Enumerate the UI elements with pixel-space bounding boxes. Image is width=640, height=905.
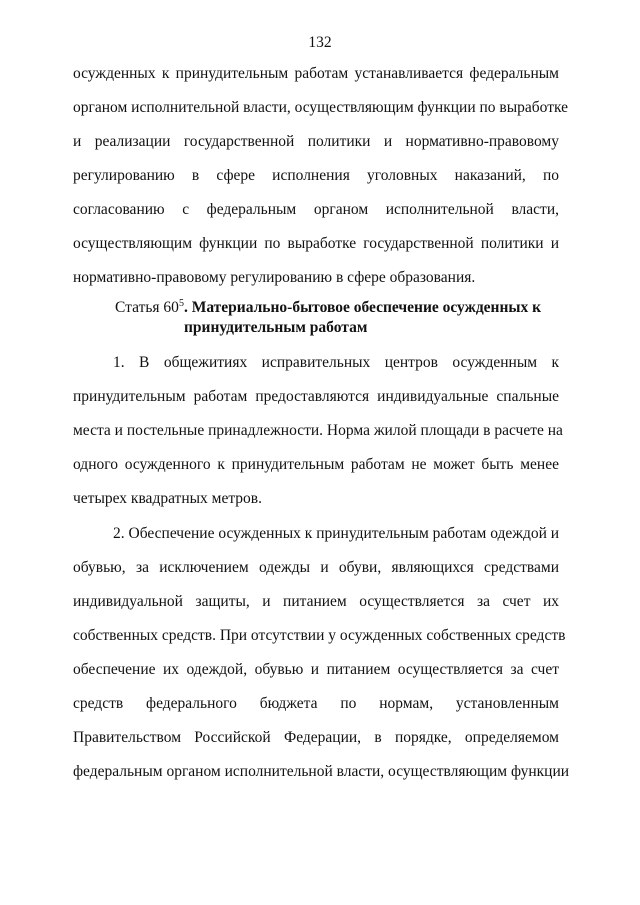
- paragraph-line: 2. Обеспечение осужденных к принудительным работам одеждой и: [113, 525, 560, 542]
- article-heading: [115, 298, 541, 318]
- paragraph-line: нормативно-правовому регулированию в сфере образования.: [73, 269, 476, 286]
- article-number: Статья 60: [115, 299, 179, 316]
- paragraph-line: федеральным органом исполнительной власти, осуществляющим функции: [73, 763, 570, 780]
- article-title-line1: . Материально-бытовое обеспечение осужденных к: [183, 299, 542, 316]
- paragraph-line: осуществляющим функции по выработке государственной политики и: [73, 235, 559, 252]
- paragraph-line: средств федерального бюджета по нормам, установленным: [73, 695, 559, 712]
- paragraph-line: Правительством Российской Федерации, в порядке, определяемом: [73, 729, 559, 746]
- article-title-line2: принудительным работам: [184, 319, 368, 336]
- paragraph-line: обеспечение их одеждой, обувью и питанием осуществляется за счет: [73, 661, 559, 678]
- paragraph-line: осужденных к принудительным работам устанавливается федеральным: [73, 65, 559, 82]
- paragraph-line: места и постельные принадлежности. Норма жилой площади в расчете на: [73, 422, 563, 439]
- paragraph-line: четырех квадратных метров.: [73, 490, 263, 507]
- paragraph-line: 1. В общежитиях исправительных центров осужденным к: [113, 354, 559, 371]
- paragraph-line: принудительным работам предоставляются индивидуальные спальные: [73, 388, 559, 405]
- page-number: 132: [308, 34, 332, 51]
- paragraph-line: одного осужденного к принудительным работам не может быть менее: [73, 456, 559, 473]
- paragraph-line: индивидуальной защиты, и питанием осуществляется за счет их: [73, 593, 559, 610]
- paragraph-line: органом исполнительной власти, осуществляющим функции по выработке: [73, 99, 569, 116]
- paragraph-line: и реализации государственной политики и нормативно-правовому: [73, 133, 559, 150]
- article-number-superscript: 5: [178, 297, 184, 309]
- paragraph-line: собственных средств. При отсутствии у осужденных собственных средств: [73, 627, 566, 644]
- paragraph-line: обувью, за исключением одежды и обуви, являющихся средствами: [73, 559, 559, 576]
- paragraph-line: согласованию с федеральным органом исполнительной власти,: [73, 201, 559, 218]
- paragraph-line: регулированию в сфере исполнения уголовных наказаний, по: [73, 167, 559, 184]
